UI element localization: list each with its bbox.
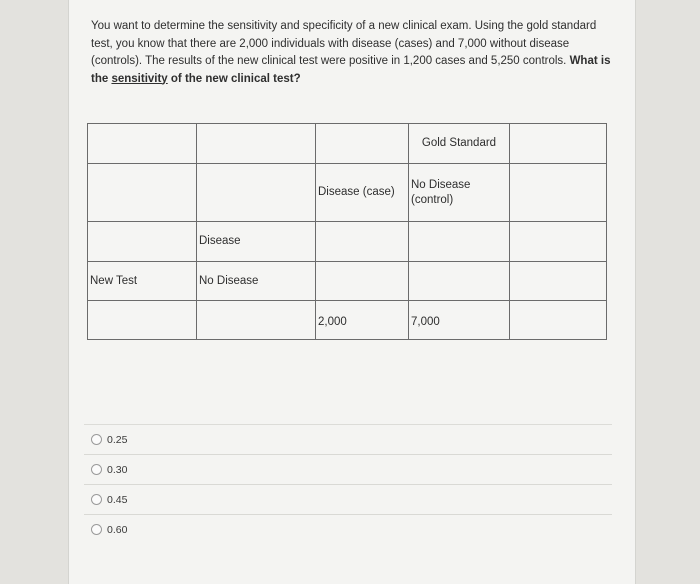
answer-option[interactable] <box>84 514 612 544</box>
answer-option[interactable] <box>84 484 612 514</box>
radio-button[interactable] <box>91 434 102 445</box>
table-cell <box>510 124 607 164</box>
table-cell <box>510 262 607 301</box>
row-label-no-disease: No Disease <box>197 262 316 301</box>
total-controls-cell: 7,000 <box>409 301 510 340</box>
table-cell <box>510 301 607 340</box>
question-text <box>91 18 611 88</box>
radio-button[interactable] <box>91 524 102 535</box>
gold-standard-header: Gold Standard <box>409 124 510 164</box>
table-cell <box>88 301 197 340</box>
contingency-table <box>87 123 607 340</box>
table-cell <box>88 164 197 222</box>
table-cell <box>197 124 316 164</box>
option-label: 0.30 <box>107 463 128 476</box>
table-cell <box>510 222 607 262</box>
table-cell <box>316 124 409 164</box>
answer-option[interactable] <box>84 424 612 454</box>
total-cases-cell: 2,000 <box>316 301 409 340</box>
question-keyword: sensitivity <box>111 72 168 85</box>
question-page <box>68 0 636 584</box>
radio-button[interactable] <box>91 494 102 505</box>
table-cell <box>409 262 510 301</box>
answer-options <box>84 424 612 544</box>
question-body: You want to determine the sensitivity and specificity of a new clinical exam. Using the gold standard test, you know that there are 2,000 individuals with disease (cases) and 7,000 without disease (controls). The results of the new clinical test were positive in 1,200 cases and 5,250 controls. <box>91 20 597 67</box>
question-prompt-end: of the new clinical test? <box>170 72 301 85</box>
option-label: 0.25 <box>107 433 128 446</box>
no-disease-control-header: No Disease (control) <box>409 164 510 222</box>
table-cell <box>197 164 316 222</box>
option-label: 0.45 <box>107 493 128 506</box>
disease-case-header: Disease (case) <box>316 164 409 222</box>
option-label: 0.60 <box>107 523 128 536</box>
table-cell <box>88 222 197 262</box>
answer-option[interactable] <box>84 454 612 484</box>
table-cell <box>409 222 510 262</box>
question-prompt-start: What is the <box>91 55 611 85</box>
row-label-disease: Disease <box>197 222 316 262</box>
table-cell <box>88 124 197 164</box>
table-cell <box>510 164 607 222</box>
new-test-label: New Test <box>88 262 197 301</box>
table-cell <box>316 262 409 301</box>
radio-button[interactable] <box>91 464 102 475</box>
table-cell <box>316 222 409 262</box>
table-cell <box>197 301 316 340</box>
